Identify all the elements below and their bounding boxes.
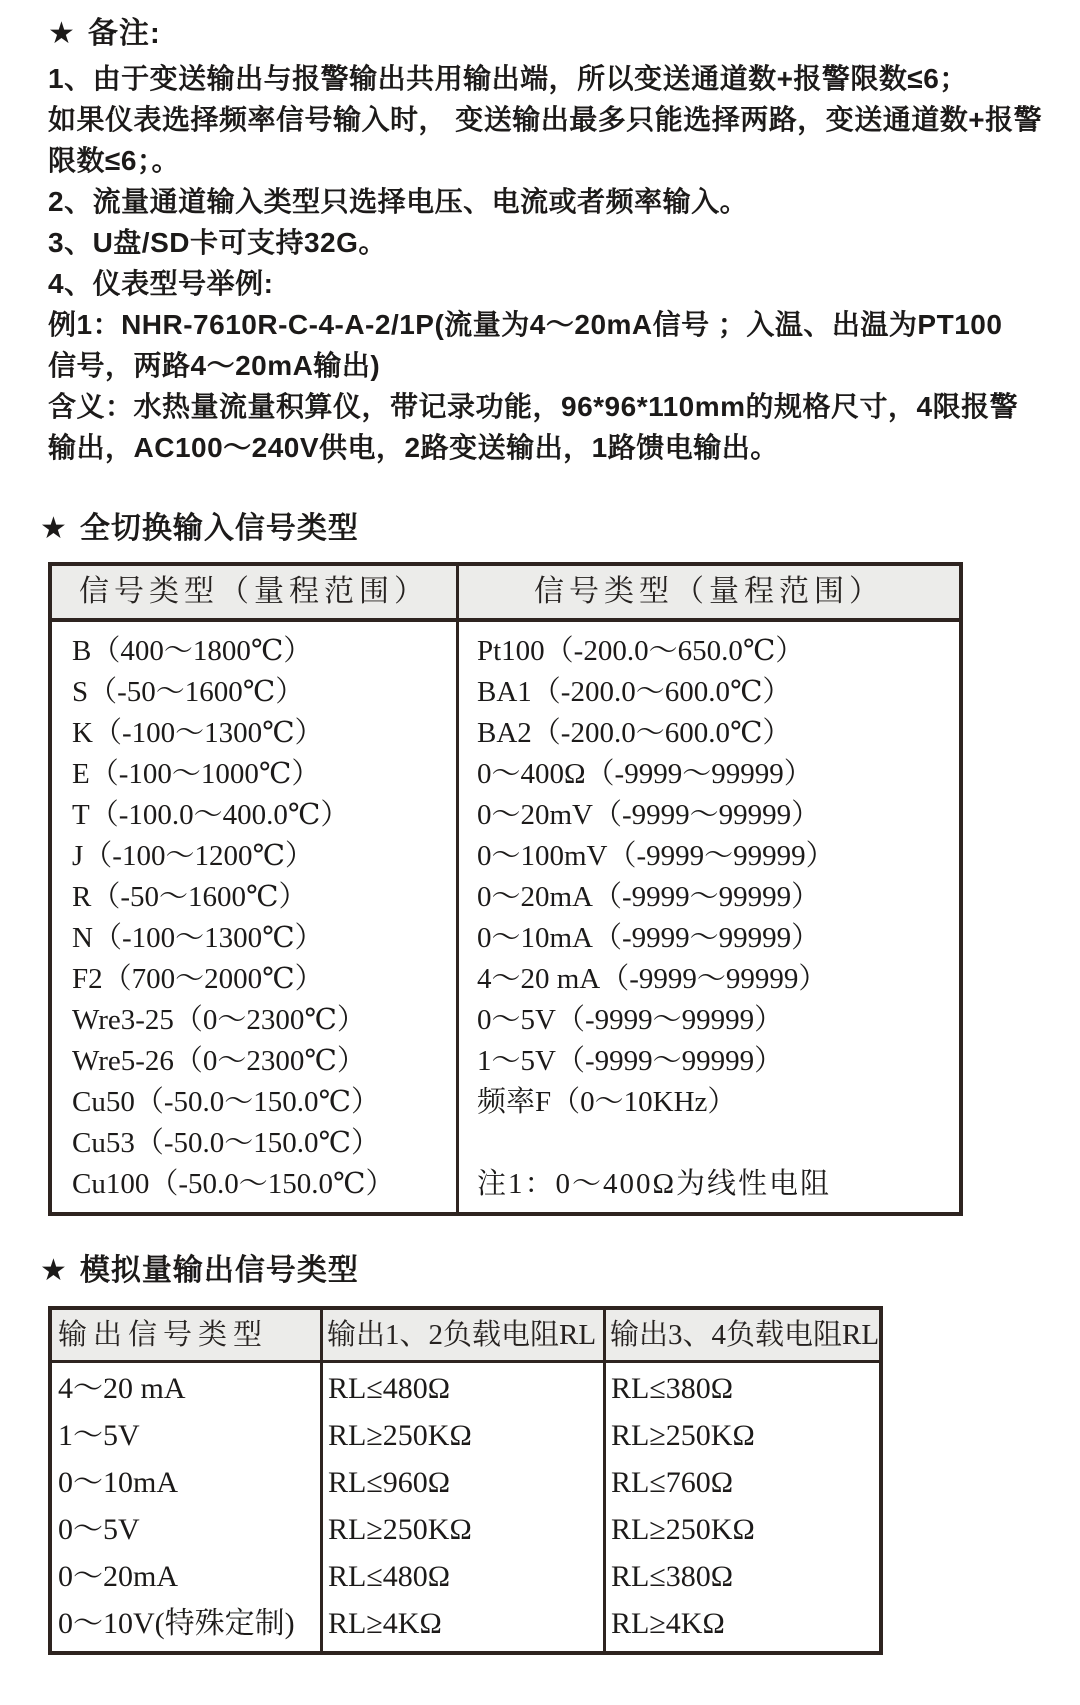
analog-output-cell: 0～20mA [58, 1560, 178, 1593]
analog-output-cell: 4～20 mA [58, 1372, 186, 1405]
note-line: 含义：水热量流量积算仪，带记录功能，96*96*110mm的规格尺寸，4限报警 [48, 391, 1019, 422]
input-signal-table-header [52, 566, 959, 622]
analog-output-cell: RL≤480Ω [328, 1372, 451, 1405]
analog-output-cell: RL≥250KΩ [328, 1419, 472, 1452]
input-signal-row: 0～400Ω（-9999～99999） [477, 758, 813, 790]
input-signal-title-text: 全切换输入信号类型 [79, 512, 359, 545]
analog-output-rl12-column [320, 1363, 603, 1651]
input-signal-title [40, 508, 1080, 550]
note-line: 例1：NHR-7610R-C-4-A-2/1P(流量为4～20mA信号 ；入温、出温为PT100 [48, 309, 1003, 340]
analog-output-cell: RL≥4KΩ [328, 1607, 442, 1640]
input-signal-row: R（-50～1600℃） [72, 881, 308, 913]
analog-output-cell: RL≥4KΩ [611, 1607, 725, 1640]
star-icon: ★ [40, 512, 68, 545]
note-line: 限数≤6；。 [48, 145, 180, 176]
input-signal-row: 4～20 mA（-9999～99999） [477, 963, 828, 995]
note-line: 如果仪表选择频率信号输入时， 变送输出最多只能选择两路，变送通道数+报警 [48, 104, 1043, 135]
analog-output-title-text: 模拟量输出信号类型 [79, 1254, 359, 1287]
input-signal-row: 0～5V（-9999～99999） [477, 1004, 784, 1036]
input-signal-row: 0～10mA（-9999～99999） [477, 922, 821, 954]
input-signal-row: 0～20mV（-9999～99999） [477, 799, 821, 831]
analog-output-header-rl34: 输出3、4负载电阻RL [603, 1310, 879, 1360]
analog-output-table-body [52, 1363, 879, 1651]
analog-output-section [40, 1250, 1080, 1655]
input-signal-row: BA2（-200.0～600.0℃） [477, 717, 792, 749]
analog-output-header-signal-type: 输出信号类型 [58, 1319, 269, 1351]
input-signal-row: Cu50（-50.0～150.0℃） [72, 1086, 380, 1118]
analog-output-cell: RL≤760Ω [611, 1466, 734, 1499]
note-line: 信号，两路4～20mA输出) [48, 350, 381, 381]
input-signal-row: K（-100～1300℃） [72, 717, 324, 749]
input-signal-row: F2（700～2000℃） [72, 963, 324, 995]
input-signal-row: 0～100mV（-9999～99999） [477, 840, 835, 872]
analog-output-signal-column [52, 1363, 320, 1651]
analog-output-cell: RL≤380Ω [611, 1372, 734, 1405]
star-icon: ★ [48, 17, 76, 50]
input-signal-row: N（-100～1300℃） [72, 922, 324, 954]
input-signal-row: 0～20mA（-9999～99999） [477, 881, 821, 913]
input-signal-right-column [456, 622, 959, 1212]
input-signal-header-left: 信号类型（量程范围） [79, 575, 429, 608]
analog-output-rl34-column [603, 1363, 879, 1651]
note-line: 输出，AC100～240V供电，2路变送输出，1路馈电输出。 [48, 432, 779, 463]
analog-output-cell: 0～10V(特殊定制) [58, 1607, 295, 1640]
input-signal-row: J（-100～1200℃） [72, 840, 314, 872]
analog-output-table [48, 1306, 883, 1655]
star-icon: ★ [40, 1254, 68, 1287]
analog-output-cell: RL≥250KΩ [611, 1513, 755, 1546]
blank-line [477, 1123, 959, 1164]
input-signal-row: E（-100～1000℃） [72, 758, 321, 790]
analog-output-cell: RL≥250KΩ [611, 1419, 755, 1452]
note-line: 3、U盘/SD卡可支持32G。 [48, 227, 387, 258]
input-signal-row: BA1（-200.0～600.0℃） [477, 676, 792, 708]
input-signal-header-right: 信号类型（量程范围） [456, 566, 959, 618]
notes-lines [48, 58, 1080, 468]
analog-output-header-rl12: 输出1、2负载电阻RL [320, 1310, 603, 1360]
input-signal-row: Wre3-25（0～2300℃） [72, 1004, 366, 1036]
note-line: 4、仪表型号举例: [48, 268, 274, 299]
input-signal-table-body [52, 622, 959, 1212]
linear-resistance-note: 注1：0～400Ω为线性电阻 [477, 1168, 832, 1200]
input-signal-row: 1～5V（-9999～99999） [477, 1045, 784, 1077]
input-signal-row: B（400～1800℃） [72, 635, 313, 667]
input-signal-row: Wre5-26（0～2300℃） [72, 1045, 366, 1077]
notes-title-text: 备注: [87, 17, 161, 50]
analog-output-title [40, 1250, 1080, 1292]
analog-output-cell: RL≥250KΩ [328, 1513, 472, 1546]
analog-output-cell: 0～5V [58, 1513, 140, 1546]
input-signal-table [48, 562, 963, 1216]
analog-output-cell: RL≤480Ω [328, 1560, 451, 1593]
analog-output-cell: 0～10mA [58, 1466, 178, 1499]
input-signal-section [40, 508, 1080, 1216]
input-signal-row: S（-50～1600℃） [72, 676, 305, 708]
input-signal-row: T（-100.0～400.0℃） [72, 799, 350, 831]
input-signal-row: Cu53（-50.0～150.0℃） [72, 1127, 380, 1159]
analog-output-cell: RL≤960Ω [328, 1466, 451, 1499]
note-line: 1、由于变送输出与报警输出共用输出端，所以变送通道数+报警限数≤6； [48, 63, 968, 94]
analog-output-table-header [52, 1310, 879, 1363]
notes-title [48, 14, 1080, 54]
input-signal-row: Pt100（-200.0～650.0℃） [477, 635, 805, 667]
input-signal-row: 频率F（0～10KHz） [477, 1086, 737, 1118]
analog-output-cell: 1～5V [58, 1419, 140, 1452]
note-line: 2、流量通道输入类型只选择电压、电流或者频率输入。 [48, 186, 749, 217]
input-signal-row: Cu100（-50.0～150.0℃） [72, 1168, 395, 1200]
analog-output-cell: RL≤380Ω [611, 1560, 734, 1593]
input-signal-left-column [52, 622, 456, 1212]
notes-section [48, 14, 1080, 468]
